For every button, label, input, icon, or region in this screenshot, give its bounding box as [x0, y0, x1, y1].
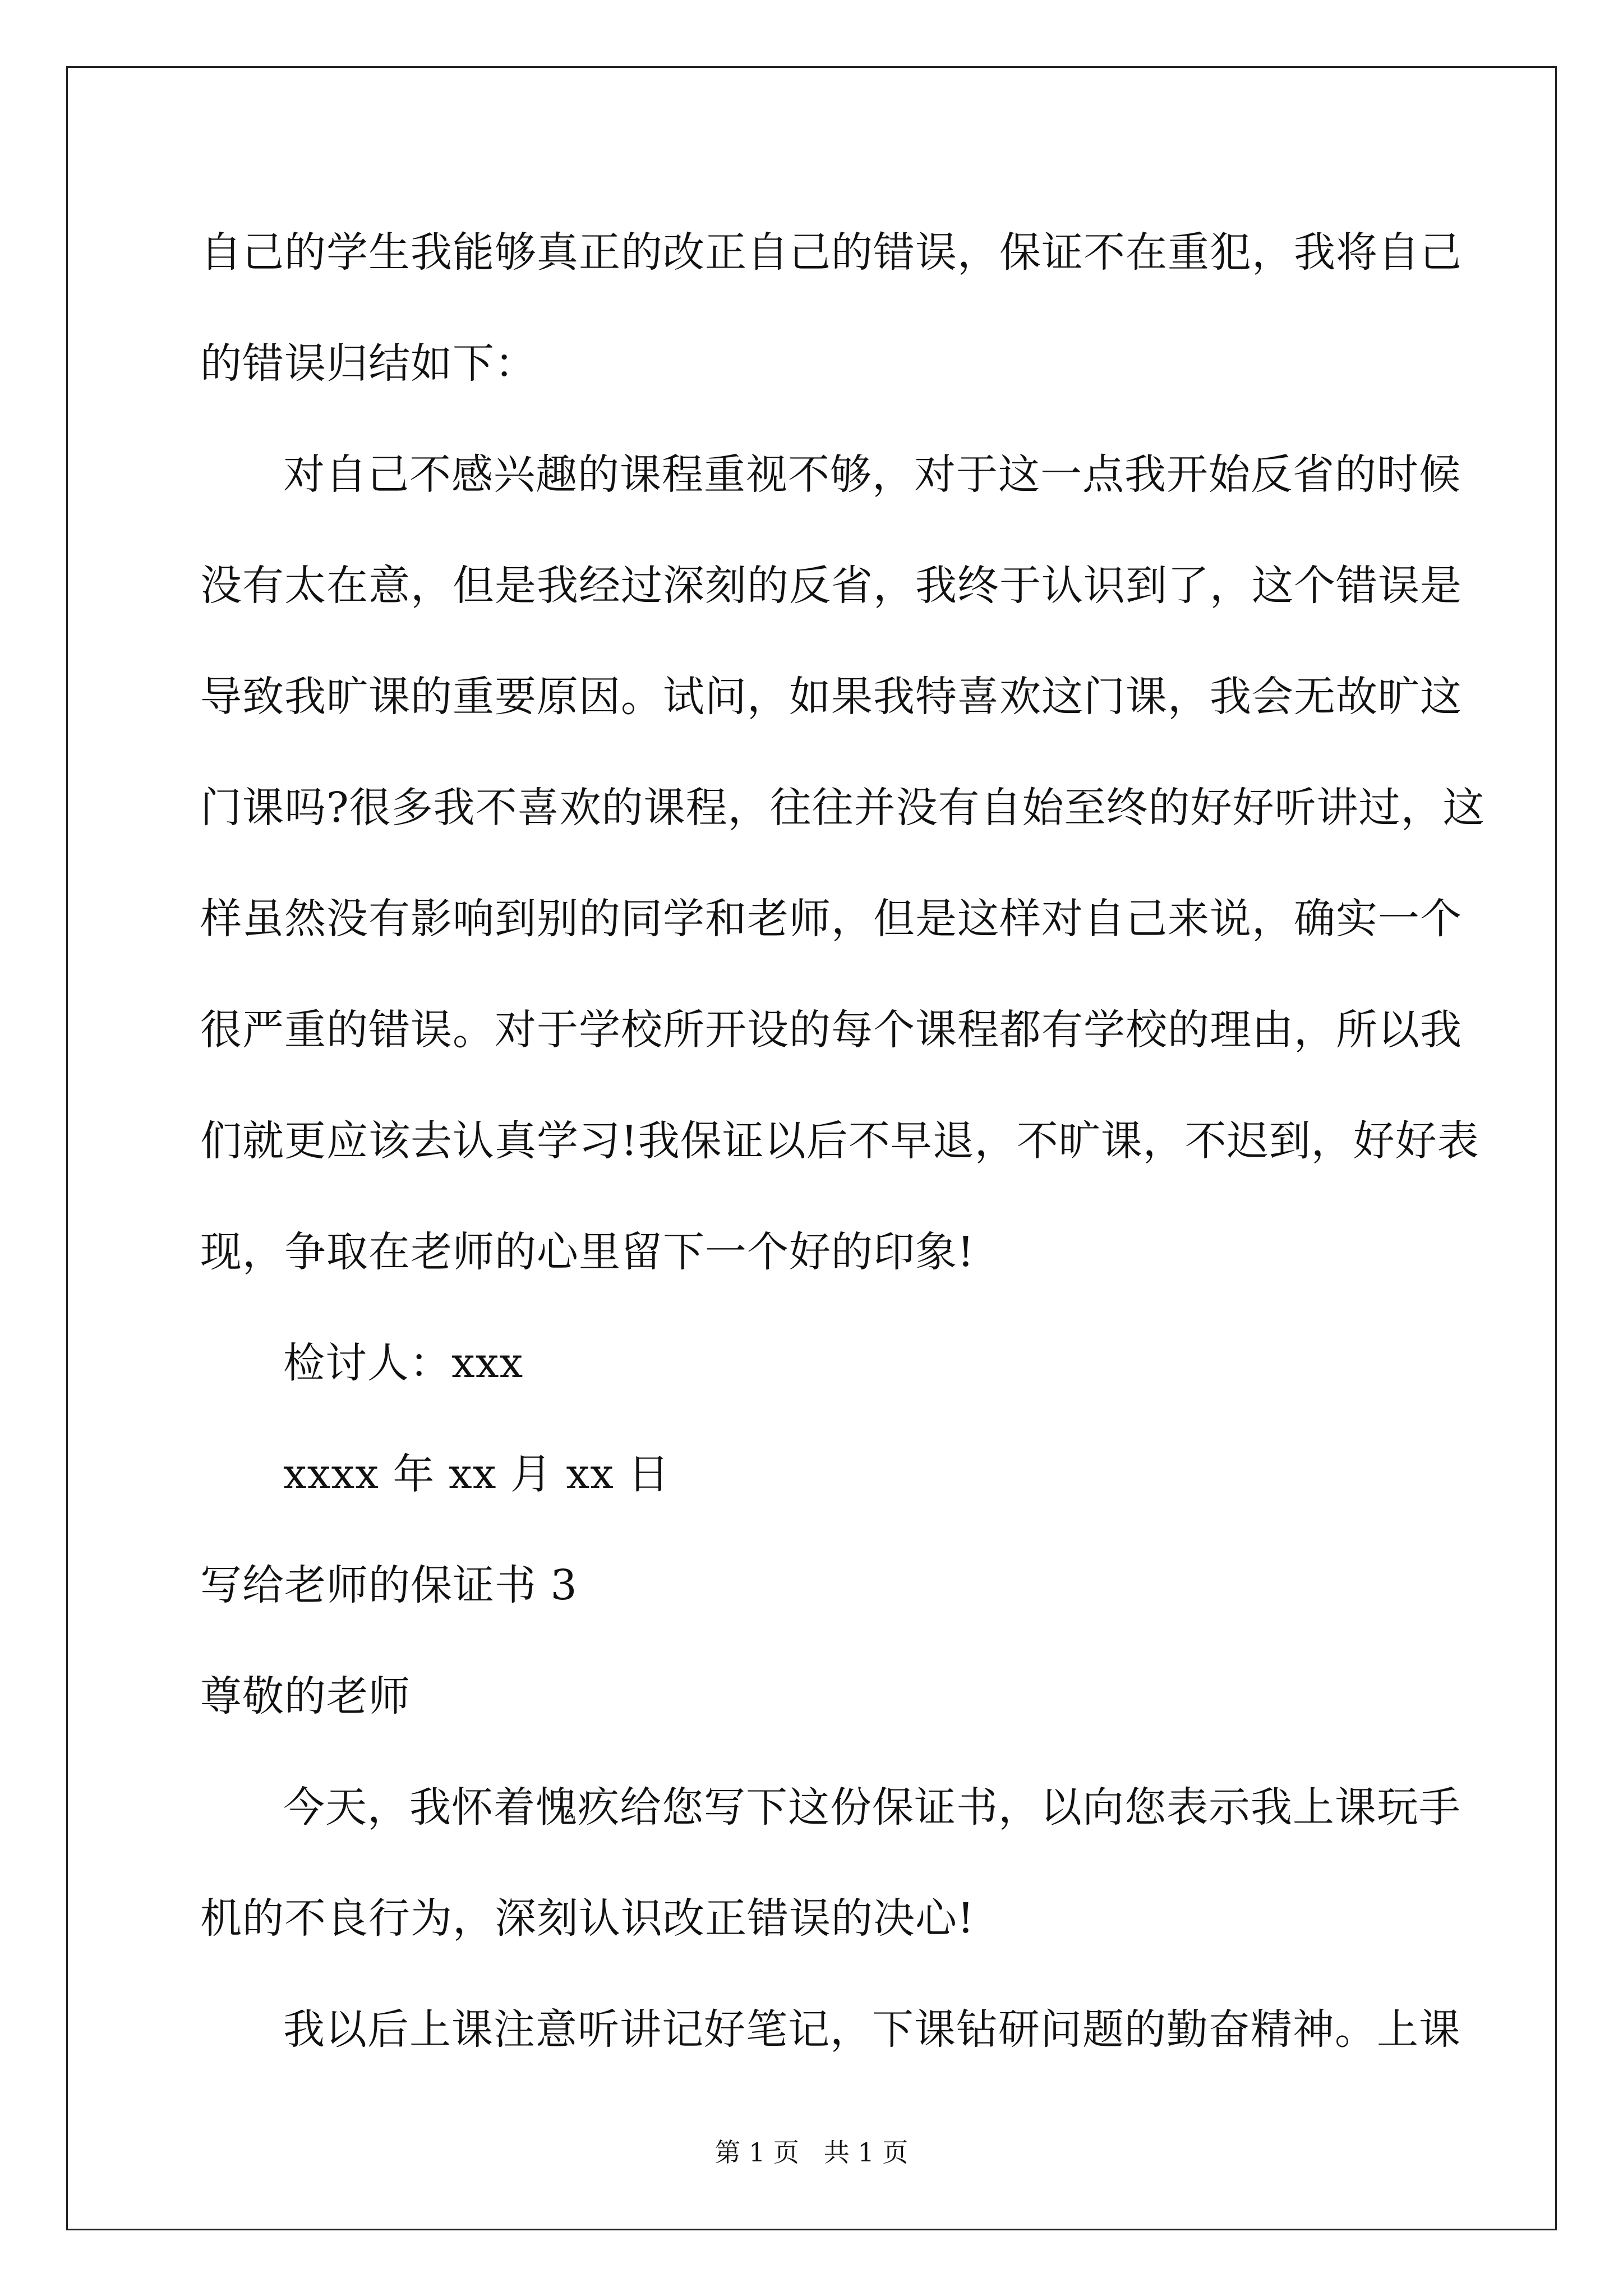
paragraph-line: 我以后上课注意听讲记好笔记，下课钻研问题的勤奋精神。上课: [283, 2005, 1461, 2054]
section-title: 写给老师的保证书 3: [200, 1561, 578, 1609]
paragraph-line: 的错误归结如下：: [200, 339, 537, 388]
paragraph-line: 样虽然没有影响到别的同学和老师，但是这样对自己来说，确实一个: [200, 895, 1462, 943]
document-body: [200, 219, 1485, 2107]
paragraph-line: 没有太在意，但是我经过深刻的反省，我终于认识到了，这个错误是: [200, 562, 1462, 610]
paragraph-line: 们就更应该去认真学习!我保证以后不早退，不旷课，不迟到，好好表: [200, 1117, 1479, 1165]
signer-line: 检讨人：xxx: [283, 1339, 524, 1387]
page-footer: 第 1 页 共 1 页: [714, 2137, 909, 2168]
paragraph-line: 很严重的错误。对于学校所开设的每个课程都有学校的理由，所以我: [200, 1006, 1462, 1054]
salutation: 尊敬的老师: [200, 1672, 411, 1720]
paragraph-line: 门课吗?很多我不喜欢的课程，往往并没有自始至终的好好听讲过，这: [200, 784, 1485, 832]
paragraph-line: 现，争取在老师的心里留下一个好的印象!: [200, 1228, 975, 1276]
paragraph-line: 导致我旷课的重要原因。试问，如果我特喜欢这门课，我会无故旷这: [200, 673, 1462, 721]
paragraph-line: 机的不良行为，深刻认识改正错误的决心!: [200, 1894, 975, 1943]
paragraph-line: 今天，我怀着愧疚给您写下这份保证书，以向您表示我上课玩手: [283, 1783, 1461, 1832]
paragraph-line: 自己的学生我能够真正的改正自己的错误，保证不在重犯，我将自己: [200, 228, 1462, 277]
date-line: xxxx 年 xx 月 xx 日: [283, 1450, 670, 1498]
paragraph-line: 对自己不感兴趣的课程重视不够，对于这一点我开始反省的时候: [283, 450, 1461, 499]
